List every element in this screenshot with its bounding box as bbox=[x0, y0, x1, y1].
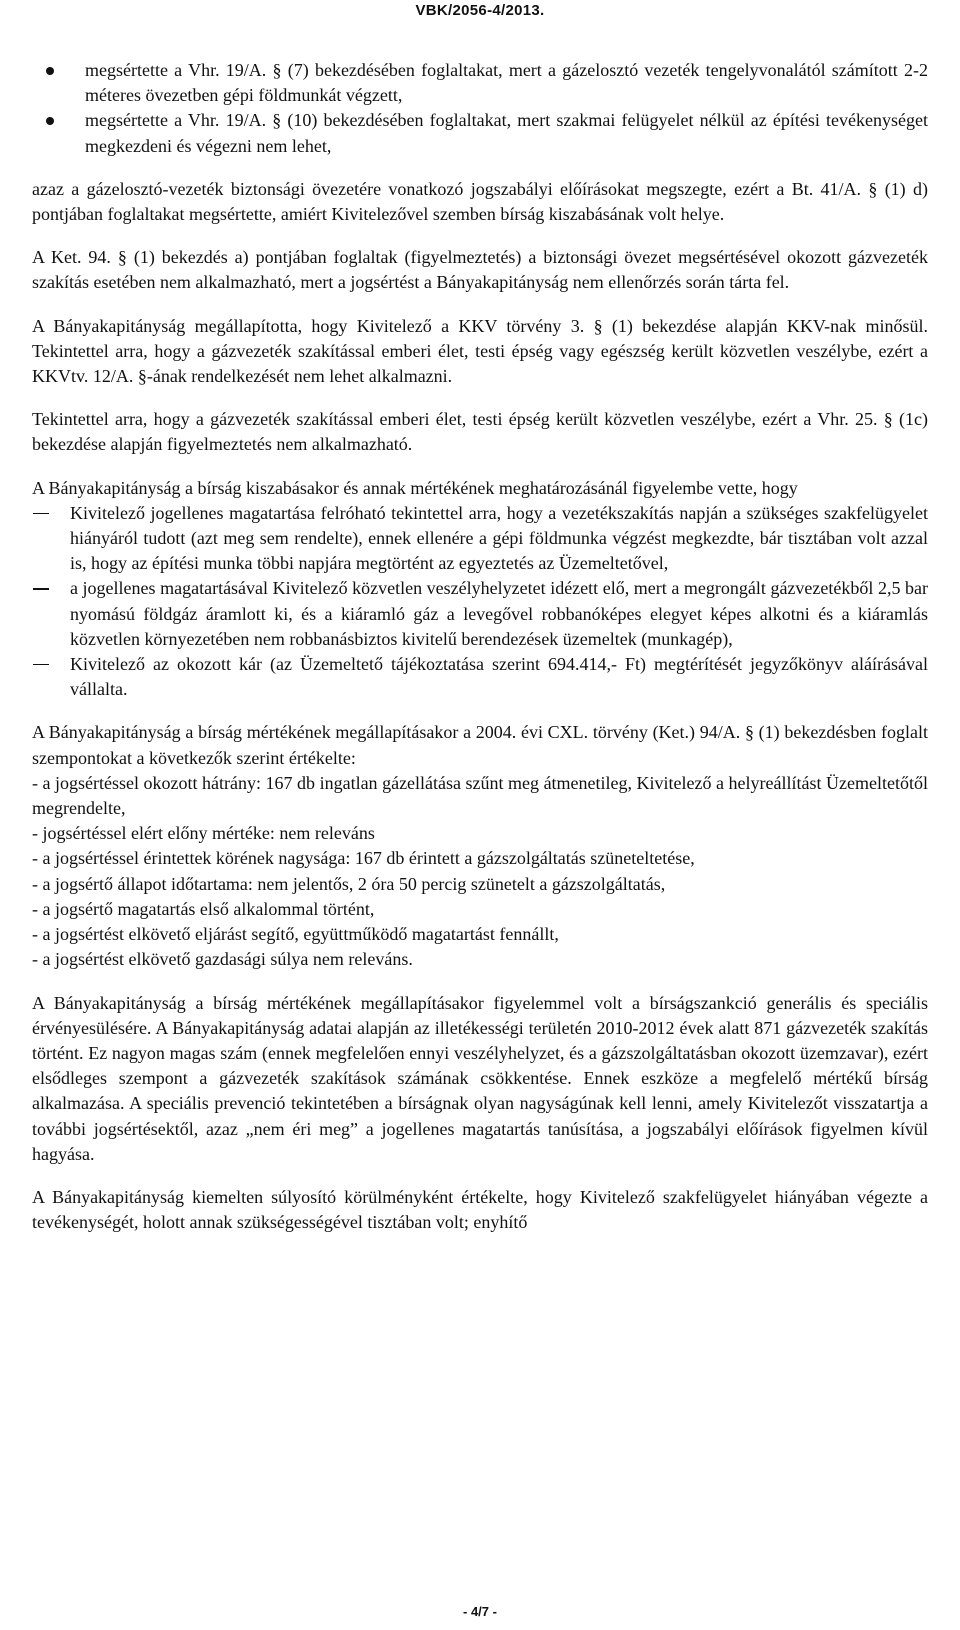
criteria-item: - a jogsértéssel érintettek körének nagysága: 167 db érintett a gázszolgáltatás szüneteltetése, bbox=[32, 848, 695, 869]
document-reference-header: VBK/2056-4/2013. bbox=[415, 2, 545, 19]
dash-item: a jogellenes magatartásával Kivitelező közvetlen veszélyhelyzetet idézett elő, mert a megrongált gázvezetékből 2,5 bar nyomású földgáz áramlott ki, és a kiáramló gáz a levegővel robbanóképes elegyet képes alkotni és a kiáramlás közvetlen környezetében nem robbanásbiztos kivitelű berendezések üzemeltek (munkagép), bbox=[32, 576, 928, 652]
bullet-item: megsértette a Vhr. 19/A. § (7) bekezdésében foglaltakat, mert a gázelosztó vezeték tengelyvonalától számított 2-2 méteres övezetben gépi földmunkát végzett, bbox=[32, 58, 928, 108]
criteria-item: - a jogsértést elkövető eljárást segítő, együttműködő magatartást fennállt, bbox=[32, 924, 559, 945]
violation-bullet-list bbox=[32, 58, 928, 159]
criteria-item: - jogsértéssel elért előny mértéke: nem releváns bbox=[32, 823, 375, 844]
criteria-item: - a jogsértő állapot időtartama: nem jelentős, 2 óra 50 percig szünetelt a gázszolgáltatás, bbox=[32, 873, 666, 894]
paragraph-conclusion: azaz a gázelosztó-vezeték biztonsági övezetére vonatkozó jogszabályi előírásokat megszegte, ezért a Bt. 41/A. § (1) d) pontjában foglaltakat megsértette, amiért Kivitelezővel szemben bírság kiszabásának volt helye. bbox=[32, 178, 928, 225]
consideration-dash-list bbox=[32, 501, 928, 703]
paragraph-prevention: A Bányakapitányság a bírság mértékének megállapításakor figyelemmel volt a bírságszankció generális és speciális érvényesülésére. A Bányakapitányság adatai alapján az illetékességi területén 2010-2012 évek alatt 871 gázvezeték szakítás történt. Ez nagyon magas szám (ennek megfelelően ennyi veszélyhelyzet, és a gázszolgáltatásban okozott üzemzavar), ezért elsődleges szempont a gázvezeték szakítások számának csökkentése. Ennek eszköze a megfelelő mértékű bírság alkalmazása. A speciális prevenció tekintetében a bírságnak olyan nagyságúnak kell lenni, amely Kivitelezőt visszatartja a további jogsértésektől, azaz „nem éri meg” a jogellenes magatartás tanúsítása, a jogszabályi előírások figyelmen kívül hagyása. bbox=[32, 992, 928, 1164]
dash-item: Kivitelező az okozott kár (az Üzemeltető tájékoztatása szerint 694.414,- Ft) megtérítését jegyzőkönyv aláírásával vállalta. bbox=[32, 652, 928, 702]
criteria-item: - a jogsértést elkövető gazdasági súlya nem releváns. bbox=[32, 949, 413, 970]
paragraph-criteria-intro: A Bányakapitányság a bírság mértékének megállapításakor a 2004. évi CXL. törvény (Ket.) 94/A. § (1) bekezdésben foglalt szempontokat a következők szerint értékelte: bbox=[32, 722, 928, 768]
criteria-list bbox=[32, 771, 928, 973]
document-body bbox=[32, 58, 928, 1235]
criteria-item: - a jogsértő magatartás első alkalommal történt, bbox=[32, 898, 375, 919]
dash-item: Kivitelező jogellenes magatartása felróható tekintettel arra, hogy a vezetékszakítás napján a szükséges szakfelügyelet hiányáról tudott (azt meg sem rendelte), ennek ellenére a gépi földmunka végzést megkezdte, bár tisztában volt azzal is, hogy az építési munka többi napjára megtörtént az egyeztetés az Üzemeltetővel, bbox=[32, 501, 928, 577]
paragraph-vhr-warning: Tekintettel arra, hogy a gázvezeték szakítással emberi élet, testi épség került közvetlen veszélybe, ezért a Vhr. 25. § (1c) bekezdése alapján figyelmeztetés nem alkalmazható. bbox=[32, 409, 928, 455]
bullet-item: megsértette a Vhr. 19/A. § (10) bekezdésében foglaltakat, mert szakmai felügyelet nélkül az építési tevékenységet megkezdeni és végezni nem lehet, bbox=[32, 108, 928, 158]
paragraph-aggravating: A Bányakapitányság kiemelten súlyosító körülményként értékelte, hogy Kivitelező szakfelügyelet hiányában végezte a tevékenységét, holott annak szükségességével tisztában volt; enyhítő bbox=[32, 1186, 928, 1233]
paragraph-fine-considerations: A Bányakapitányság a bírság kiszabásakor és annak mértékének meghatározásánál figyelembe vette, hogy bbox=[32, 477, 798, 498]
paragraph-ket-warning: A Ket. 94. § (1) bekezdés a) pontjában foglaltak (figyelmeztetés) a biztonsági övezet megsértésével okozott gázvezeték szakítás esetében nem alkalmazható, mert a jogsértést a Bányakapitányság nem ellenőrzés során tárta fel. bbox=[32, 247, 928, 293]
criteria-item: - a jogsértéssel okozott hátrány: 167 db ingatlan gázellátása szűnt meg átmenetileg, Kivitelező a helyreállítást Üzemeltetőtől megrendelte, bbox=[32, 772, 928, 819]
paragraph-kkv-status: A Bányakapitányság megállapította, hogy Kivitelező a KKV törvény 3. § (1) bekezdése alapján KKV-nak minősül. Tekintettel arra, hogy a gázvezeték szakítással emberi élet, testi épség vagy egészség került közvetlen veszélybe, ezért a KKVtv. 12/A. §-ának rendelkezését nem lehet alkalmazni. bbox=[32, 315, 928, 387]
page-number-footer: - 4/7 - bbox=[463, 1604, 497, 1619]
